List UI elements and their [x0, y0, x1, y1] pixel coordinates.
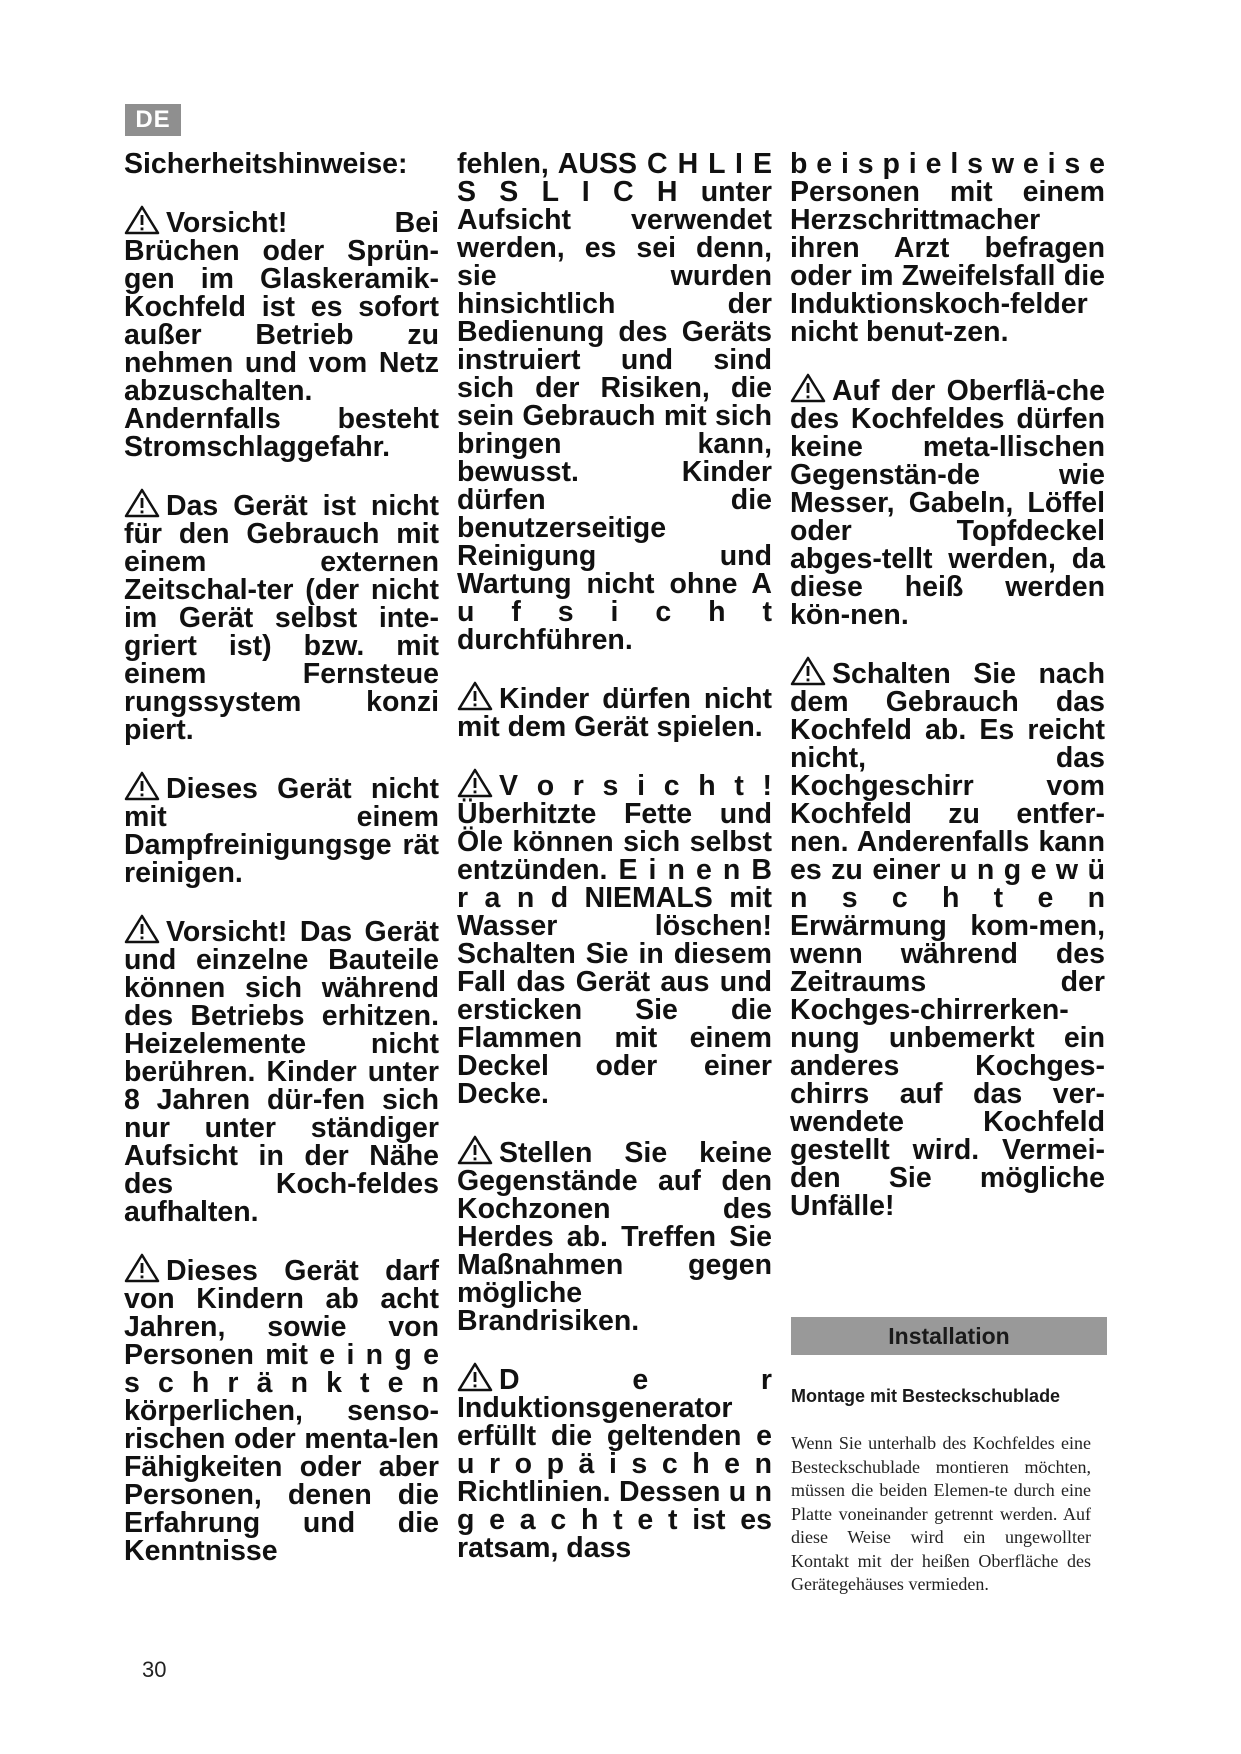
text-paragraph: fehlen, AUSS C H L I E S S L I C H unter Aufsicht verwendet werden, es sei denn, sie wurden hinsichtlich der Bedienung des Geräts instruiert und sind sich der Risiken, die sein Gebrauch mit sich bringen kann, bewusst. Kinder dürfen die benutzerseitige Reinigung und Wartung nicht ohne A u f s i c h t durchführen. [457, 148, 772, 656]
warning-paragraph: Vorsicht! Bei Brüchen oder Sprün-gen im Glaskeramik-Kochfeld ist es sofort außer Betrieb zu nehmen und vom Netz abzuschalten. Andernfalls besteht Stromschlaggefahr. [124, 207, 439, 463]
warning-triangle-icon [124, 771, 160, 801]
warning-triangle-icon [457, 681, 493, 711]
warning-paragraph: Vorsicht! Das Gerät und einzelne Bauteile können sich während des Betriebs erhitzen. Heizelemente nicht berühren. Kinder unter 8 Jahren dür-fen sich nur unter ständiger Aufsicht in der Nähe des Koch-feldes aufhalten. [124, 916, 439, 1228]
language-badge: DE [125, 104, 181, 136]
warning-triangle-icon [124, 1253, 160, 1283]
text-paragraph: b e i s p i e l s w e i s e Personen mit einem Herzschrittmacher ihren Arzt befragen oder im Zweifelsfall die Induktionskoch-felder nicht benut-zen. [790, 148, 1105, 348]
warning-paragraph: Dieses Gerät darf von Kindern ab acht Jahren, sowie von Personen mit e i n g e s c h r ä n k t e n körperlichen, senso-rischen oder menta-len Fähigkeiten oder aber Personen, denen die Erfahrung und die Kenntnisse [124, 1255, 439, 1567]
section-heading: Sicherheitshinweise: [124, 148, 408, 180]
warning-triangle-icon [124, 205, 160, 235]
column-2 [457, 150, 772, 1562]
warning-paragraph: Stellen Sie keine Gegenstände auf den Kochzonen des Herdes ab. Treffen Sie Maßnahmen gegen mögliche Brandrisiken. [457, 1137, 772, 1337]
warning-triangle-icon [790, 656, 826, 686]
page-number: 30 [142, 1657, 167, 1682]
warning-paragraph: Auf der Oberflä-che des Kochfeldes dürfen keine meta-llischen Gegenstän-de wie Messer, Gabeln, Löffel oder Topfdeckel abges-tellt werden, da diese heiß werden kön-nen. [790, 375, 1105, 631]
warning-triangle-icon [457, 1135, 493, 1165]
installation-subheading: Montage mit Besteckschublade [791, 1386, 1061, 1406]
warning-triangle-icon [790, 373, 826, 403]
warning-triangle-icon [457, 768, 493, 798]
warning-paragraph: D e r Induktionsgenerator erfüllt die geltenden e u r o p ä i s c h e n Richtlinien. Dessen u n g e a c h t e t ist es ratsam, dass [457, 1364, 772, 1564]
column-3 [790, 150, 1105, 1220]
warning-triangle-icon [124, 914, 160, 944]
warning-paragraph: Kinder dürfen nicht mit dem Gerät spielen. [457, 683, 772, 743]
warning-paragraph: Schalten Sie nach dem Gebrauch das Kochfeld ab. Es reicht nicht, das Kochgeschirr vom Kochfeld zu entfer-nen. Anderenfalls kann es zu einer u n g e w ü n s c h t e n Erwärmung kom-men, wenn während des Zeitraums der Kochges-chirrerken-nung unbemerkt ein anderes Kochges-chirrs auf das ver-wendete Kochfeld gestellt wird. Vermei-den Sie mögliche Unfälle! [790, 658, 1105, 1222]
warning-paragraph: Das Gerät ist nicht für den Gebrauch mit einem externen Zeitschal-ter (der nicht im Gerät selbst inte-griert ist) bzw. mit einem Fernsteue rungssystem konzi piert. [124, 490, 439, 746]
installation-body: Wenn Sie unterhalb des Kochfeldes eine Besteckschublade montieren möchten, müssen die beiden Elemen-te durch eine Platte voneinander getrennt werden. Auf diese Weise wird ein ungewollter Kontakt mit der heißen Oberfläche des Gerätegehäuses vermieden. [791, 1433, 1091, 1594]
warning-paragraph: Dieses Gerät nicht mit einem Dampfreinigungsge rät reinigen. [124, 773, 439, 889]
warning-triangle-icon [124, 488, 160, 518]
warning-paragraph: V o r s i c h t ! Überhitzte Fette und Öle können sich selbst entzünden. E i n e n B r a n d NIEMALS mit Wasser löschen! Schalten Sie in diesem Fall das Gerät aus und ersticken Sie die Flammen mit einem Deckel oder einer Decke. [457, 770, 772, 1110]
warning-triangle-icon [457, 1362, 493, 1392]
installation-heading: Installation [791, 1317, 1107, 1355]
column-1 [124, 150, 439, 1565]
